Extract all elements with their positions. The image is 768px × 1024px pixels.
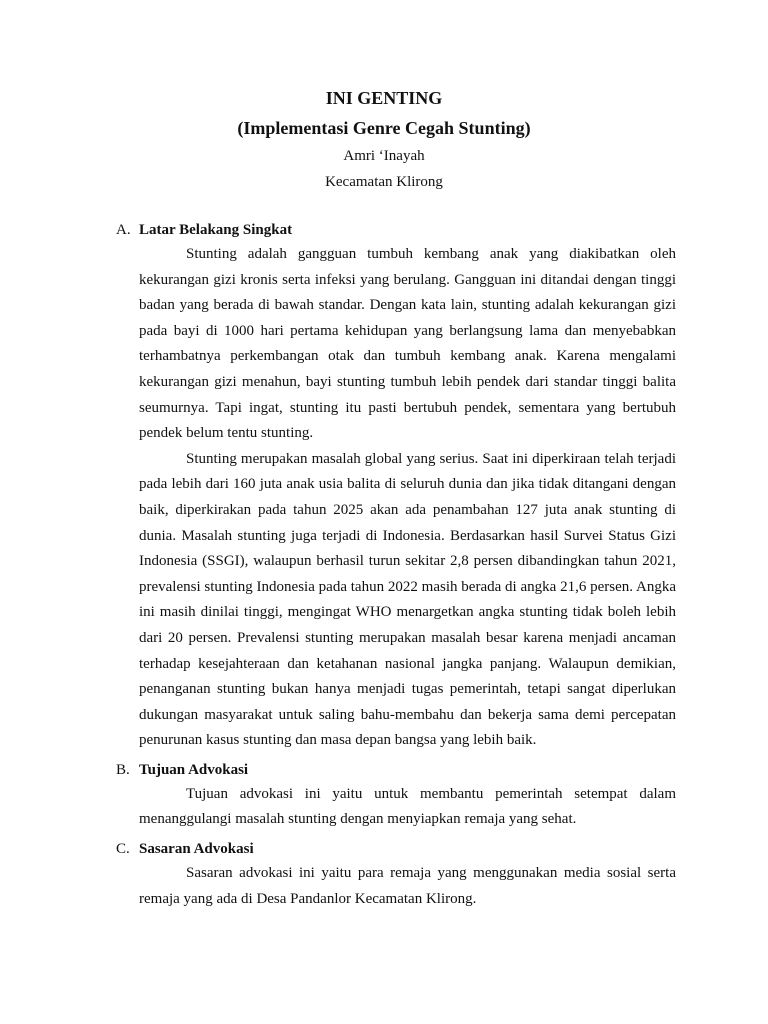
section-sasaran-advokasi	[116, 839, 676, 912]
section-letter: C.	[116, 841, 130, 858]
section-heading	[116, 839, 676, 859]
paragraph: Stunting adalah gangguan tumbuh kembang anak yang diakibatkan oleh kekurangan gizi kronis serta infeksi yang berulang. Gangguan ini ditandai dengan tinggi badan yang berada di bawah standar. Dengan kata lain, stunting adalah kekurangan gizi pada bayi di 1000 hari pertama kehidupan yang berlangsung lama dan menyebabkan terhambatnya perkembangan otak dan tumbuh kembang anak. Karena mengalami kekurangan gizi menahun, bayi stunting tumbuh lebih pendek dari standar tinggi balita seumurnya. Tapi ingat, stunting itu pasti bertubuh pendek, sementara yang bertubuh pendek belum tentu stunting.	[139, 246, 676, 442]
section-title: Sasaran Advokasi	[139, 841, 254, 858]
section-title: Latar Belakang Singkat	[139, 222, 293, 238]
paragraph: Stunting merupakan masalah global yang serius. Saat ini diperkiraan telah terjadi pada lebih dari 160 juta anak usia balita di seluruh dunia dan jika tidak ditangani dengan baik, diperkirakan pada tahun 2025 akan ada penambahan 127 juta anak stunting di dunia. Masalah stunting juga terjadi di Indonesia. Berdasarkan hasil Survei Status Gizi Indonesia (SSGI), walaupun berhasil turun sekitar 2,8 persen dibandingkan tahun 2021, prevalensi stunting Indonesia pada tahun 2022 masih berada di angka 21,6 persen. Angka ini masih dinilai tinggi, mengingat WHO menargetkan angka stunting tidak boleh lebih dari 20 persen. Prevalensi stunting merupakan masalah besar karena menjadi ancaman terhadap kesejahteraan dan ketahanan nasional jangka panjang. Walaupun demikian, penanganan stunting bukan hanya menjadi tugas pemerintah, tetapi sangat diperlukan dukungan masyarakat untuk saling bahu-membahu dan bekerja sama demi percepatan penurunan kasus stunting dan masa depan bangsa yang lebih baik.	[139, 450, 676, 749]
document-author: Amri ‘Inayah	[343, 148, 425, 164]
section-tujuan-advokasi	[116, 760, 676, 833]
section-latar-belakang	[116, 220, 676, 754]
section-letter: A.	[116, 222, 131, 238]
section-heading	[116, 760, 676, 780]
section-letter: B.	[116, 761, 130, 778]
document-title: INI GENTING	[325, 88, 443, 108]
paragraph: Sasaran advokasi ini yaitu para remaja yang menggunakan media sosial serta remaja yang ada di Desa Pandanlor Kecamatan Klirong.	[139, 865, 676, 907]
document-subtitle: (Implementasi Genre Cegah Stunting)	[237, 118, 531, 138]
section-heading	[116, 220, 676, 240]
document-body	[116, 220, 676, 912]
section-title: Tujuan Advokasi	[139, 761, 249, 778]
paragraph: Tujuan advokasi ini yaitu untuk membantu pemerintah setempat dalam menanggulangi masalah stunting dengan menyiapkan remaja yang sehat.	[139, 785, 676, 828]
document-affiliation: Kecamatan Klirong	[325, 174, 443, 190]
